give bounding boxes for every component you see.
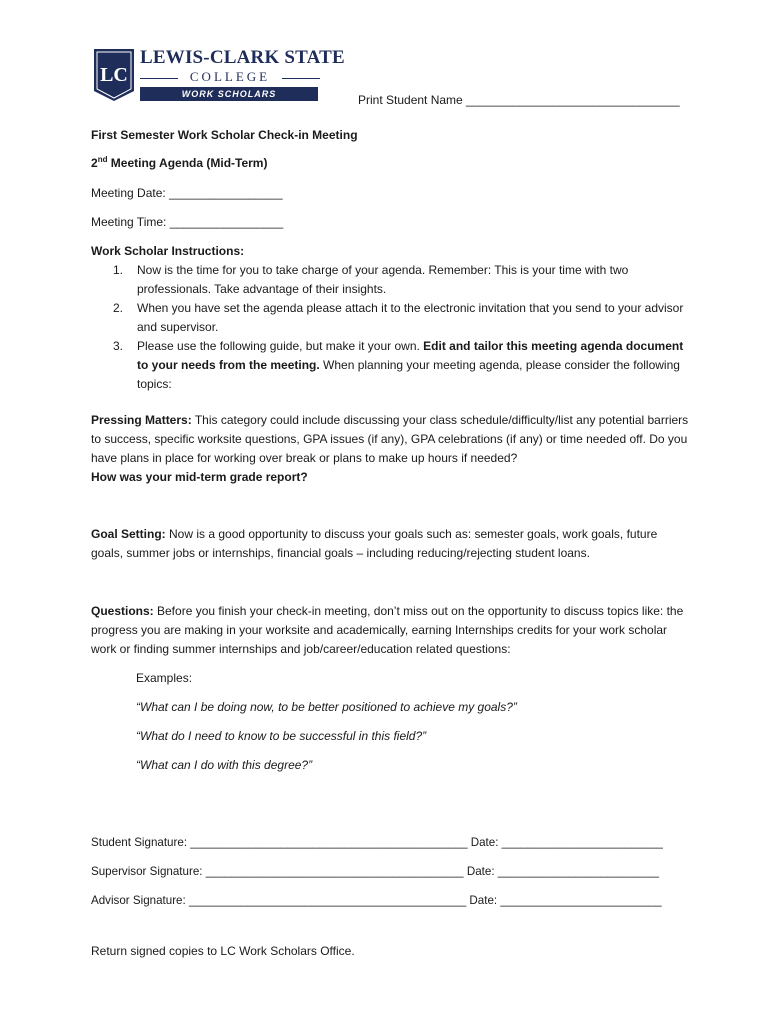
example-item: “What can I be doing now, to be better positioned to achieve my goals?” — [136, 700, 517, 714]
questions-text: Before you finish your check-in meeting, don’t miss out on the opportunity to discuss topics like: the progress you are making in your worksite and academically, earning Internships credits for your work scholar work or finding summer internships and job/career/education related questions: — [91, 604, 684, 656]
list-number: 1. — [113, 263, 124, 277]
logo-line1: LEWIS-CLARK STATE — [140, 47, 345, 68]
pressing-matters-text: This category could include discussing your class schedule/difficulty/list any potential barriers to success, specific worksite questions, GPA issues (if any), GPA celebrations (if any) or time needed off. Do you have plans in place for working over break or plans to make up hours if needed? — [91, 413, 689, 465]
instructions-list — [91, 261, 691, 394]
logo-initials: LC — [100, 64, 128, 86]
goal-setting-text: Now is a good opportunity to discuss your goals such as: semester goals, work goals, future goals, summer jobs or internships, financial goals – including reducing/rejecting student loans. — [91, 527, 658, 560]
list-text-bold: Edit and tailor this meeting agenda document to your needs from the meeting. — [137, 339, 684, 372]
goal-setting-section — [91, 525, 691, 563]
advisor-signature-line[interactable]: Advisor Signature: ___________________________________________ Date: _________________________ — [91, 894, 662, 907]
logo-line2: COLLEGE — [189, 69, 271, 84]
examples-label: Examples: — [136, 671, 193, 685]
agenda-heading — [91, 154, 267, 173]
document-title: First Semester Work Scholar Check-in Meeting — [91, 128, 358, 142]
pressing-matters-question: How was your mid-term grade report? — [91, 470, 308, 484]
student-signature-line[interactable]: Student Signature: ___________________________________________ Date: _________________________ — [91, 836, 663, 849]
logo-rule-left — [140, 78, 178, 79]
meeting-time-field[interactable]: Meeting Time: _________________ — [91, 215, 284, 229]
list-text: When you have set the agenda please attach it to the electronic invitation that you send to your advisor and supervisor. — [137, 301, 684, 334]
list-number: 3. — [113, 339, 124, 353]
agenda-number: 2 — [91, 156, 98, 170]
questions-label: Questions: — [91, 604, 154, 618]
instructions-section — [91, 242, 691, 394]
list-number: 2. — [113, 301, 124, 315]
meeting-date-field[interactable]: Meeting Date: _________________ — [91, 186, 283, 200]
example-item: “What can I do with this degree?” — [136, 758, 313, 772]
supervisor-signature-line[interactable]: Supervisor Signature: ________________________________________ Date: _________________________ — [91, 865, 659, 878]
pressing-matters-section — [91, 411, 691, 487]
questions-section — [91, 602, 691, 659]
list-item — [91, 337, 691, 394]
lc-shield-icon — [92, 47, 136, 103]
logo-band: WORK SCHOLARS — [140, 87, 318, 101]
footer-note: Return signed copies to LC Work Scholars Office. — [91, 944, 355, 958]
list-item — [91, 299, 691, 337]
list-text: Now is the time for you to take charge of your agenda. Remember: This is your time with two professionals. Take advantage of their insights. — [137, 263, 629, 296]
list-text: Please use the following guide, but make it your own. — [137, 339, 424, 353]
agenda-ordinal: nd — [97, 155, 108, 164]
college-logo — [92, 47, 345, 105]
pressing-matters-label: Pressing Matters: — [91, 413, 192, 427]
goal-setting-label: Goal Setting: — [91, 527, 166, 541]
instructions-heading: Work Scholar Instructions: — [91, 244, 245, 258]
example-item: “What do I need to know to be successful in this field?” — [136, 729, 427, 743]
logo-rule-right — [282, 78, 320, 79]
print-student-name-field[interactable]: Print Student Name ________________________________ — [358, 93, 680, 107]
list-text: When planning your meeting agenda, please consider the following topics: — [137, 358, 680, 391]
list-item — [91, 261, 691, 299]
agenda-text: Meeting Agenda (Mid-Term) — [107, 156, 268, 170]
